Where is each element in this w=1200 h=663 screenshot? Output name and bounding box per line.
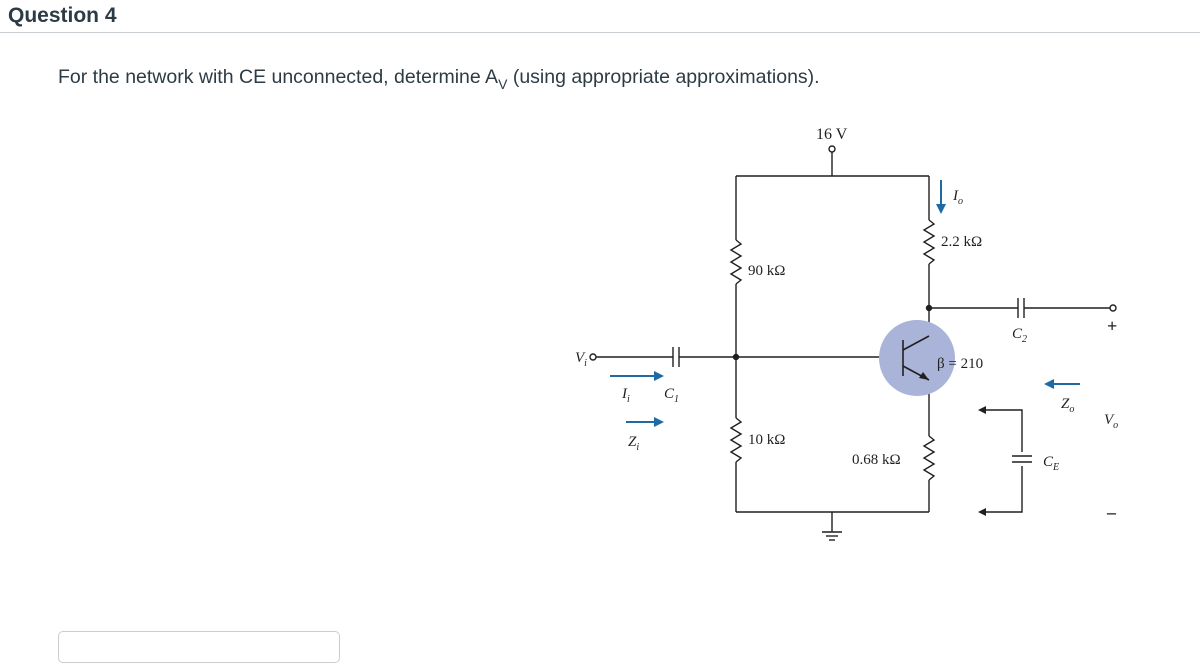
vo-label: $V_o$ [1104, 412, 1119, 431]
output-terminal [1110, 305, 1116, 311]
zi-label: $Z_i$ [628, 434, 640, 453]
wire-ce-bottom [980, 466, 1022, 512]
r-top-label: 90 kΩ [748, 263, 786, 279]
base-node [734, 355, 739, 360]
beta-label: β = 210 [937, 356, 984, 372]
output-plus-label: + [1107, 316, 1118, 336]
question-text-subscript: V [498, 76, 508, 92]
zi-arrow-head [654, 417, 664, 427]
question-title: Question 4 [8, 4, 117, 27]
input-terminal [590, 354, 596, 360]
vi-label: $V_i$ [575, 350, 587, 369]
r-bottom-label: 10 kΩ [748, 432, 786, 448]
collector-node [927, 306, 932, 311]
resistor-90k [731, 240, 741, 284]
output-minus-label: – [1107, 502, 1116, 522]
zo-label: $Z_o$ [1061, 396, 1075, 415]
re-label: 0.68 kΩ [852, 452, 901, 468]
question-text-before: For the network with CE unconnected, determine A [58, 66, 499, 88]
zo-arrow-head [1044, 379, 1054, 389]
io-arrow-head [936, 204, 946, 214]
ii-label: $I_i$ [622, 386, 630, 405]
question-text-after: (using appropriate approximations). [507, 66, 820, 88]
supply-label: 16 V [816, 126, 848, 143]
ii-arrow-head [654, 371, 664, 381]
ce-open-arrow-top [978, 406, 986, 414]
ce-label: $C_E$ [1043, 454, 1060, 473]
ce-open-arrow-bottom [978, 508, 986, 516]
resistor-10k [731, 418, 741, 462]
wire-ce-top [980, 410, 1022, 452]
resistor-2.2k [924, 220, 934, 264]
io-label: $I_o$ [953, 188, 963, 207]
resistor-0.68k [924, 436, 934, 480]
c1-label: $C_1$ [664, 386, 680, 405]
answer-input[interactable] [58, 631, 340, 663]
supply-terminal [829, 146, 835, 152]
rc-label: 2.2 kΩ [941, 234, 983, 250]
c2-label: $C_2$ [1012, 326, 1028, 345]
